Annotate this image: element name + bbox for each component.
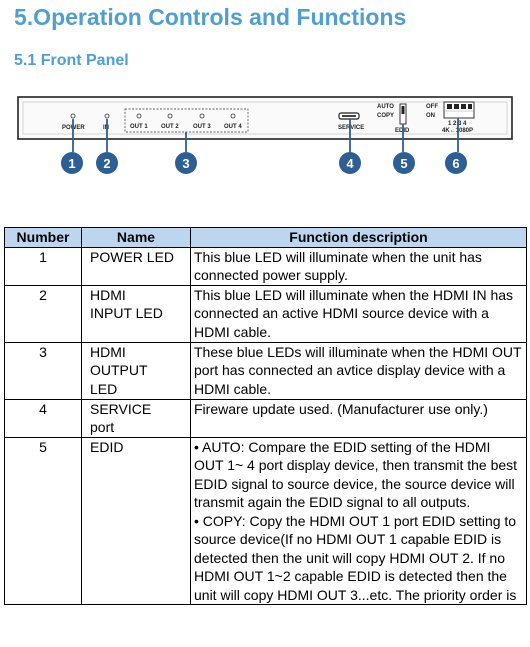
row-name: HDMI OUTPUT LED bbox=[82, 342, 191, 399]
subsection-heading: 5.1 Front Panel bbox=[14, 52, 129, 69]
callout-badge-2 bbox=[96, 152, 118, 174]
svg-text:1: 1 bbox=[68, 156, 76, 171]
panel-label-out4: OUT 4 bbox=[224, 124, 242, 130]
panel-label-dip-caption: 4K←1080P bbox=[442, 128, 474, 134]
section-heading: 5.Operation Controls and Functions bbox=[14, 4, 407, 30]
svg-text:4: 4 bbox=[346, 156, 354, 171]
panel-label-on: ON bbox=[426, 113, 435, 119]
callout-badge-6 bbox=[445, 152, 467, 174]
edid-auto-text: • AUTO: Compare the EDID setting of the HDMI OUT 1~ 4 port display device, then transmit the best EDID signal to source device, the source device will transmit again the EDID signal to all outputs. bbox=[194, 438, 518, 510]
table-header-row bbox=[5, 228, 527, 248]
row-number: 4 bbox=[5, 399, 82, 437]
panel-label-out2: OUT 2 bbox=[161, 124, 179, 130]
svg-text:5: 5 bbox=[400, 156, 408, 171]
panel-label-off: OFF bbox=[426, 104, 438, 110]
panel-label-out1: OUT 1 bbox=[130, 124, 148, 130]
panel-label-power: POWER bbox=[62, 125, 85, 131]
row-number: 2 bbox=[5, 285, 82, 342]
panel-label-copy: COPY bbox=[377, 113, 395, 119]
row-description: This blue LED will illuminate when the HDMI IN has connected an active HDMI source device with a HDMI cable. bbox=[191, 285, 527, 342]
edid-copy-text: • COPY: Copy the HDMI OUT 1 port EDID setting to source device(If no HDMI OUT 1 capable EDID is detected then the unit will copy HDMI OUT 2. If no HDMI OUT 1~2 capable EDID is detected then the unit will copy HDMI OUT 3...etc. The priority order is bbox=[194, 512, 517, 603]
panel-label-dip-nums: 1 2 3 4 bbox=[448, 121, 467, 127]
row-description bbox=[191, 437, 527, 605]
svg-text:3: 3 bbox=[182, 156, 190, 171]
row-description: Fireware update used. (Manufacturer use only.) bbox=[191, 399, 527, 437]
table-row bbox=[5, 399, 527, 437]
table-row bbox=[5, 247, 527, 285]
row-name: EDID bbox=[82, 437, 191, 605]
table-row bbox=[5, 342, 527, 399]
row-name: HDMI INPUT LED bbox=[82, 285, 191, 342]
svg-text:6: 6 bbox=[452, 156, 460, 171]
svg-text:2: 2 bbox=[103, 156, 111, 171]
row-name: SERVICE port bbox=[82, 399, 191, 437]
table-row bbox=[5, 437, 527, 605]
panel-label-out3: OUT 3 bbox=[193, 124, 211, 130]
function-table bbox=[4, 227, 527, 605]
row-number: 5 bbox=[5, 437, 82, 605]
callout-badge-1 bbox=[61, 152, 83, 174]
panel-label-service: SERVICE bbox=[338, 125, 365, 131]
header-name: Name bbox=[82, 228, 191, 248]
panel-label-auto: AUTO bbox=[377, 104, 394, 110]
header-number: Number bbox=[5, 228, 82, 248]
panel-label-in: IN bbox=[103, 125, 109, 131]
table-row bbox=[5, 285, 527, 342]
callout-badge-3 bbox=[175, 152, 197, 174]
callout-badge-5 bbox=[393, 152, 415, 174]
header-function: Function description bbox=[191, 228, 527, 248]
callout-badge-4 bbox=[339, 152, 361, 174]
row-number: 1 bbox=[5, 247, 82, 285]
row-name: POWER LED bbox=[82, 247, 191, 285]
panel-label-edid: EDID bbox=[395, 128, 410, 134]
row-description: This blue LED will illuminate when the unit has connected power supply. bbox=[191, 247, 527, 285]
row-description: These blue LEDs will illuminate when the HDMI OUT port has connected an avtice display device with a HDMI cable. bbox=[191, 342, 527, 399]
row-number: 3 bbox=[5, 342, 82, 399]
